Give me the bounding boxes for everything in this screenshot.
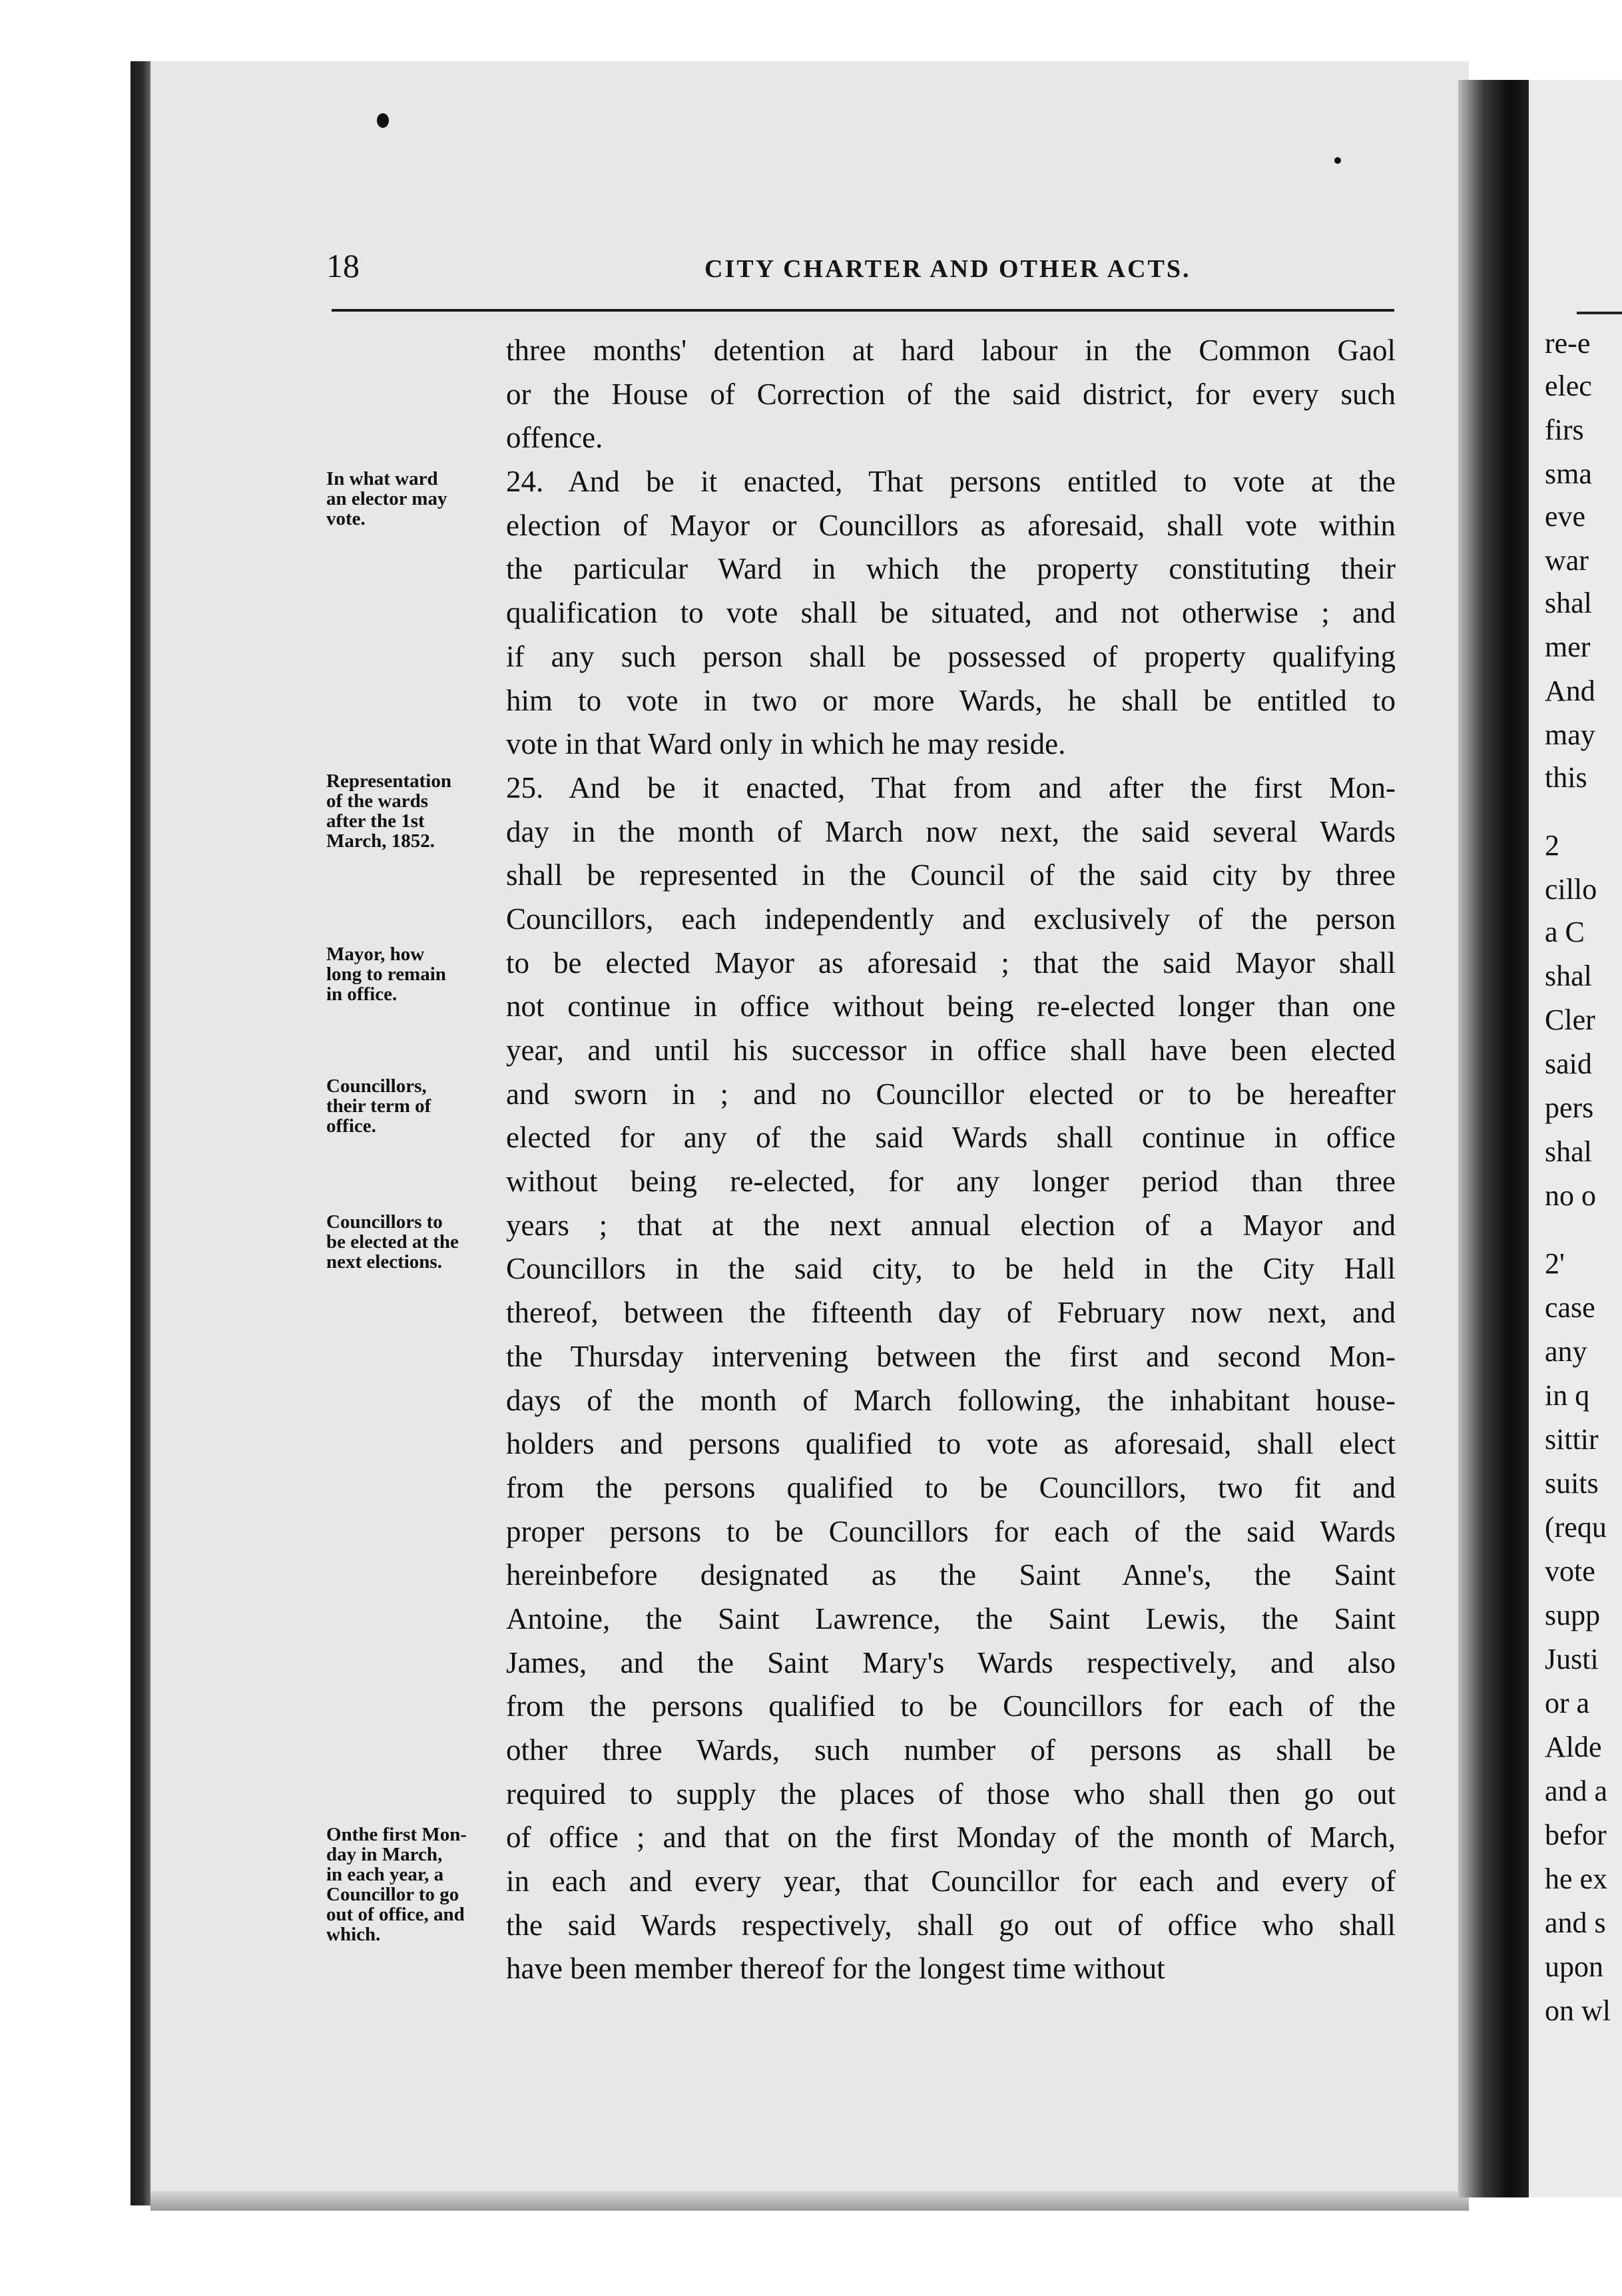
adjacent-page-fragment: or a bbox=[1545, 1687, 1590, 1719]
adjacent-page-fragment: sittir bbox=[1545, 1423, 1599, 1456]
page-number: 18 bbox=[326, 247, 360, 284]
adjacent-page-fragment: case bbox=[1545, 1291, 1595, 1324]
margin-note-representation bbox=[326, 771, 499, 851]
adjacent-page-fragment: he ex bbox=[1545, 1863, 1608, 1895]
adjacent-page-fragment: shal bbox=[1545, 1135, 1592, 1168]
body-line: not continue in office without being re-elected longer than one bbox=[506, 990, 1396, 1023]
margin-note-line: Councillors, bbox=[326, 1075, 427, 1097]
body-line: without being re-elected, for any longer period than three bbox=[506, 1165, 1396, 1199]
body-line: to be elected Mayor as aforesaid ; that the said Mayor shall bbox=[506, 946, 1396, 980]
margin-note-line: day in March, bbox=[326, 1844, 443, 1865]
adjacent-page-fragment: And bbox=[1545, 675, 1595, 707]
margin-note-line: in each year, a bbox=[326, 1864, 444, 1885]
margin-note-first-monday bbox=[326, 1825, 499, 1944]
adjacent-page-fragment: elec bbox=[1545, 370, 1592, 402]
body-line: the said Wards respectively, shall go out of office who shall bbox=[506, 1908, 1396, 1942]
body-line: 24. And be it enacted, That persons entitled to vote at the bbox=[506, 465, 1396, 499]
margin-note-line: Mayor, how bbox=[326, 944, 425, 965]
margin-note-line: of the wards bbox=[326, 790, 429, 812]
body-line: election of Mayor or Councillors as aforesaid, shall vote within bbox=[506, 508, 1396, 542]
body-line: 25. And be it enacted, That from and after the first Mon- bbox=[506, 770, 1396, 804]
adjacent-page-fragment: upon bbox=[1545, 1950, 1603, 1983]
adjacent-page-fragment: and a bbox=[1545, 1775, 1608, 1807]
adjacent-page-fragment: vote bbox=[1545, 1555, 1595, 1587]
adjacent-page-fragment: mer bbox=[1545, 631, 1591, 663]
margin-note-ward-voting bbox=[326, 469, 499, 529]
adjacent-page-fragment: eve bbox=[1545, 500, 1586, 533]
adjacent-page-fragment: cillo bbox=[1545, 873, 1597, 906]
body-line: elected for any of the said Wards shall continue in office bbox=[506, 1121, 1396, 1155]
body-line: days of the month of March following, the inhabitant house- bbox=[506, 1383, 1396, 1417]
body-line: have been member thereof for the longest time without bbox=[506, 1952, 1165, 1986]
adjacent-page-fragment: suits bbox=[1545, 1467, 1599, 1500]
margin-note-councillor-term bbox=[326, 1076, 499, 1136]
adjacent-page-fragment: this bbox=[1545, 761, 1587, 794]
adjacent-page-fragment: firs bbox=[1545, 414, 1584, 446]
body-line: day in the month of March now next, the said several Wards bbox=[506, 814, 1396, 848]
body-line: required to supply the places of those who shall then go out bbox=[506, 1777, 1396, 1811]
body-line: Councillors in the said city, to be held in the City Hall bbox=[506, 1252, 1396, 1286]
body-line: and sworn in ; and no Councillor elected or to be hereafter bbox=[506, 1077, 1396, 1111]
adjacent-page-edge bbox=[1529, 80, 1622, 2197]
adjacent-page-fragment: supp bbox=[1545, 1599, 1601, 1631]
margin-note-line: out of office, and bbox=[326, 1904, 465, 1925]
body-line: the particular Ward in which the property constituting their bbox=[506, 552, 1396, 586]
ink-speck bbox=[1334, 157, 1341, 164]
body-line: years ; that at the next annual election of a Mayor and bbox=[506, 1208, 1396, 1242]
margin-note-line: office. bbox=[326, 1115, 376, 1137]
margin-note-line: In what ward bbox=[326, 468, 438, 489]
margin-note-mayor-term bbox=[326, 944, 499, 1004]
body-line: vote in that Ward only in which he may reside. bbox=[506, 727, 1066, 761]
adjacent-page-fragment: in q bbox=[1545, 1379, 1590, 1412]
adjacent-page-fragment: Alde bbox=[1545, 1731, 1602, 1763]
body-line: proper persons to be Councillors for each of the said Wards bbox=[506, 1514, 1396, 1548]
adjacent-page-fragment: (requ bbox=[1545, 1511, 1607, 1544]
body-line: offence. bbox=[506, 421, 603, 455]
adjacent-page-fragment: sma bbox=[1545, 457, 1592, 490]
adjacent-page-fragment: shal bbox=[1545, 960, 1592, 992]
body-line: qualification to vote shall be situated, and not otherwise ; and bbox=[506, 596, 1396, 630]
adjacent-page-fragment: any bbox=[1545, 1335, 1587, 1368]
body-line: the Thursday intervening between the first and second Mon- bbox=[506, 1339, 1396, 1373]
body-line: thereof, between the fifteenth day of February now next, and bbox=[506, 1296, 1396, 1330]
margin-note-line: Representation bbox=[326, 770, 451, 792]
adjacent-page-fragment: 2 bbox=[1545, 829, 1559, 862]
margin-note-line: be elected at the bbox=[326, 1231, 459, 1253]
adjacent-page-fragment: a C bbox=[1545, 916, 1585, 948]
margin-note-next-elections bbox=[326, 1212, 499, 1272]
adjacent-page-fragment: war bbox=[1545, 544, 1589, 577]
margin-note-line: next elections. bbox=[326, 1251, 442, 1273]
running-head bbox=[326, 246, 1392, 286]
margin-note-line: their term of bbox=[326, 1095, 431, 1117]
body-line: shall be represented in the Council of the said city by three bbox=[506, 858, 1396, 892]
ink-speck bbox=[377, 113, 389, 128]
body-line: of office ; and that on the first Monday of the month of March, bbox=[506, 1821, 1396, 1855]
body-line: James, and the Saint Mary's Wards respectively, and also bbox=[506, 1645, 1396, 1679]
running-head-title: CITY CHARTER AND OTHER ACTS. bbox=[704, 255, 1191, 283]
adjacent-page-fragment: no o bbox=[1545, 1179, 1596, 1212]
margin-note-line: Onthe first Mon- bbox=[326, 1824, 467, 1845]
body-line: Antoine, the Saint Lawrence, the Saint Lewis, the Saint bbox=[506, 1601, 1396, 1635]
margin-note-line: Councillor to go bbox=[326, 1884, 459, 1905]
body-line: from the persons qualified to be Councillors for each of the bbox=[506, 1689, 1396, 1723]
margin-note-line: which. bbox=[326, 1924, 381, 1945]
body-line: holders and persons qualified to vote as aforesaid, shall elect bbox=[506, 1427, 1396, 1461]
margin-note-line: in office. bbox=[326, 984, 398, 1005]
adjacent-page-fragment: said bbox=[1545, 1047, 1592, 1080]
body-line: year, and until his successor in office shall have been elected bbox=[506, 1033, 1396, 1067]
adjacent-page-fragment: and s bbox=[1545, 1906, 1606, 1939]
body-line: him to vote in two or more Wards, he shall be entitled to bbox=[506, 683, 1396, 717]
adjacent-page-fragment: re-e bbox=[1545, 327, 1591, 360]
body-line: in each and every year, that Councillor for each and every of bbox=[506, 1865, 1396, 1898]
adjacent-page-head-rule bbox=[1577, 312, 1622, 314]
body-line: or the House of Correction of the said district, for every such bbox=[506, 377, 1396, 411]
adjacent-page-fragment: on wl bbox=[1545, 1994, 1611, 2027]
body-line: three months' detention at hard labour in the Common Gaol bbox=[506, 334, 1396, 367]
page-gutter-shadow bbox=[1458, 80, 1531, 2197]
header-rule bbox=[332, 309, 1394, 312]
margin-note-line: vote. bbox=[326, 508, 366, 529]
adjacent-page-fragment: Justi bbox=[1545, 1643, 1599, 1675]
body-line: from the persons qualified to be Councillors, two fit and bbox=[506, 1470, 1396, 1504]
adjacent-page-fragment: shal bbox=[1545, 587, 1592, 619]
body-line: Councillors, each independently and exclusively of the person bbox=[506, 902, 1396, 936]
margin-note-line: an elector may bbox=[326, 488, 447, 509]
margin-note-line: long to remain bbox=[326, 964, 446, 985]
page-bottom-edge bbox=[150, 2191, 1469, 2211]
adjacent-page-fragment: 2' bbox=[1545, 1247, 1565, 1280]
body-line: hereinbefore designated as the Saint Anne's, the Saint bbox=[506, 1558, 1396, 1592]
margin-note-line: after the 1st bbox=[326, 810, 425, 832]
margin-note-line: Councillors to bbox=[326, 1211, 443, 1233]
body-text bbox=[506, 329, 1396, 1991]
adjacent-page-fragment: may bbox=[1545, 718, 1595, 751]
margin-note-line: March, 1852. bbox=[326, 830, 435, 852]
adjacent-page-fragment: pers bbox=[1545, 1091, 1594, 1124]
adjacent-page-fragment: Cler bbox=[1545, 1004, 1595, 1036]
body-line: if any such person shall be possessed of property qualifying bbox=[506, 639, 1396, 673]
adjacent-page-fragment: befor bbox=[1545, 1819, 1607, 1851]
body-line: other three Wards, such number of persons as shall be bbox=[506, 1733, 1396, 1767]
